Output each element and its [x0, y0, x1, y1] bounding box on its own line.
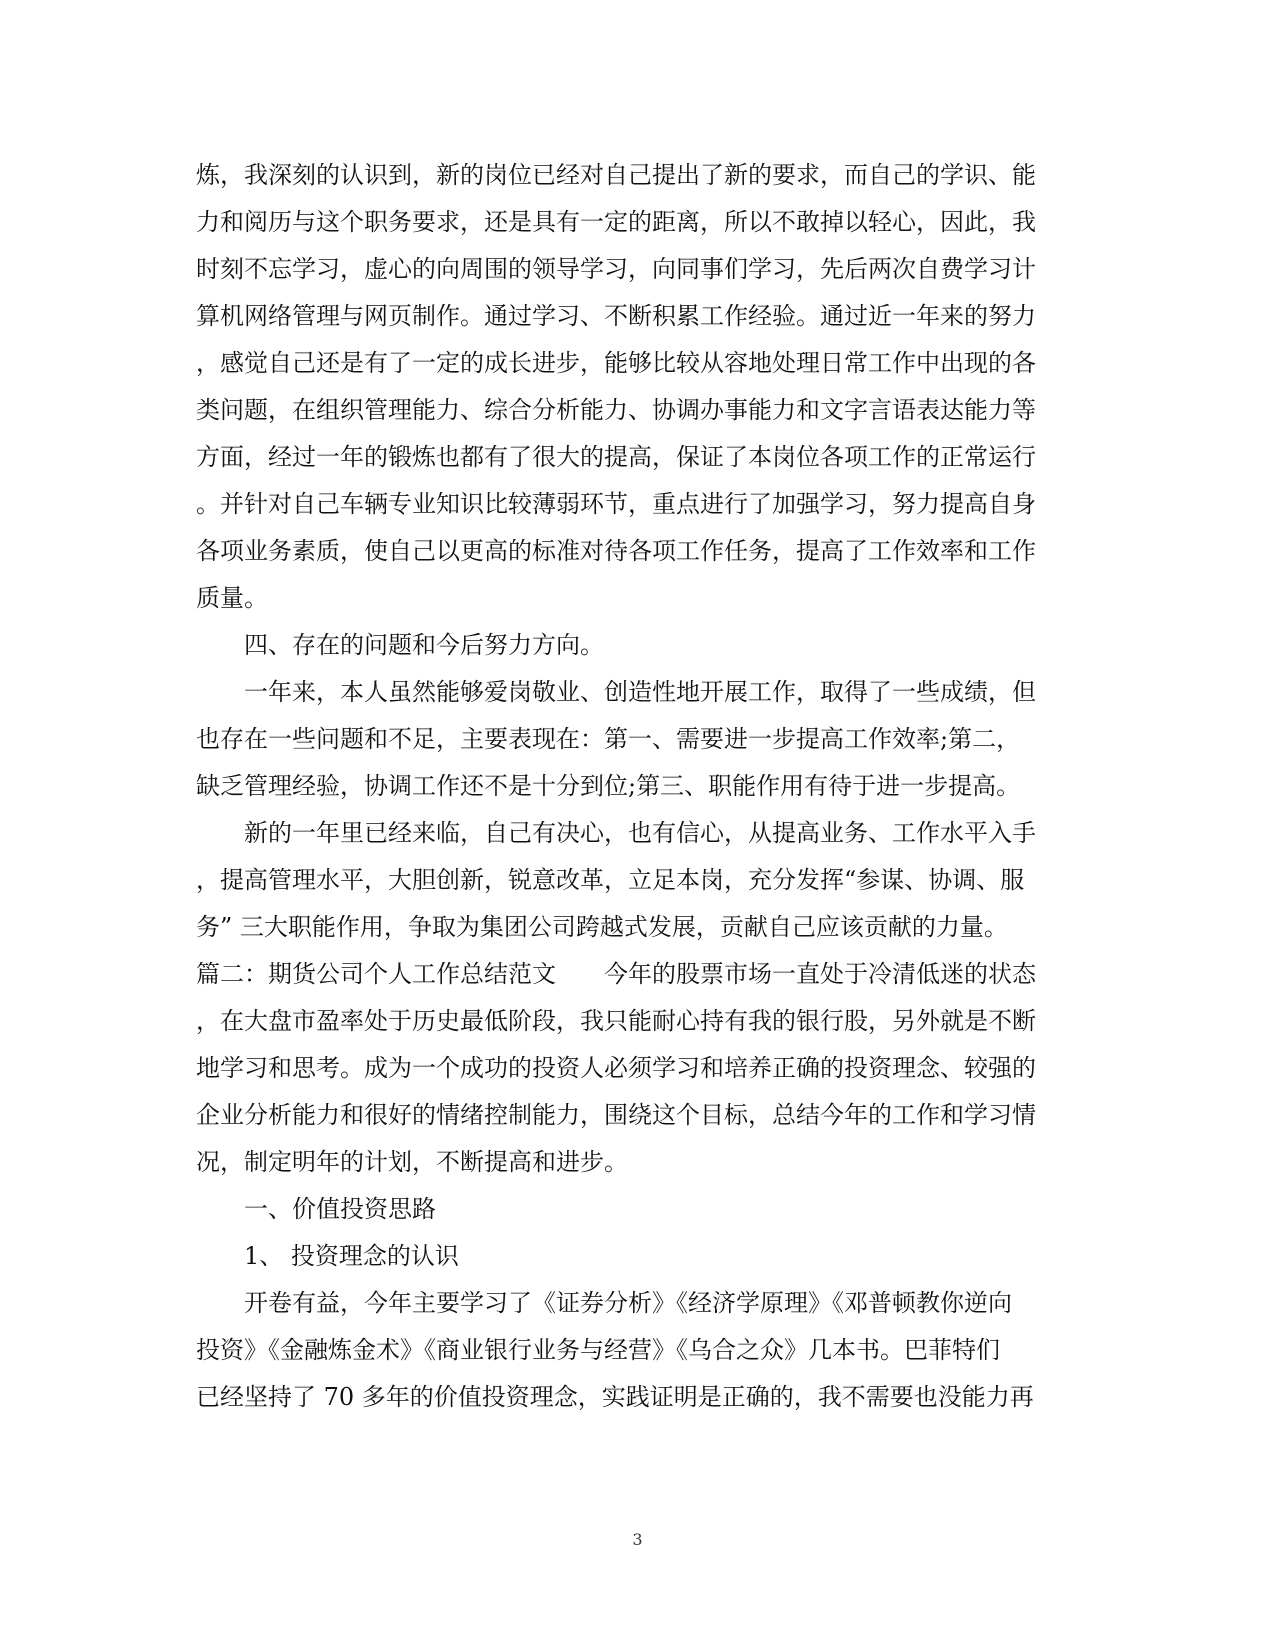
text-line: 方面，经过一年的锻炼也都有了很大的提高，保证了本岗位各项工作的正常运行 [196, 443, 1036, 471]
text-line: 类问题，在组织管理能力、综合分析能力、协调办事能力和文字言语表达能力等 [196, 396, 1036, 424]
text-line: 缺乏管理经验，协调工作还不是十分到位;第三、职能作用有待于进一步提高。 [196, 772, 1021, 800]
text-line: 况，制定明年的计划，不断提高和进步。 [196, 1148, 628, 1176]
text-line: 力和阅历与这个职务要求，还是具有一定的距离，所以不敢掉以轻心，因此，我 [196, 208, 1036, 236]
section-heading: 四、存在的问题和今后努力方向。 [244, 631, 604, 659]
text-line: ，提高管理水平，大胆创新，锐意改革，立足本岗，充分发挥“参谋、协调、服 [196, 866, 1025, 894]
text-line: 开卷有益，今年主要学习了《证券分析》《经济学原理》《邓普顿教你逆向 [244, 1289, 1012, 1317]
text-line: 。并针对自己车辆专业知识比较薄弱环节，重点进行了加强学习，努力提高自身 [196, 490, 1036, 518]
text-line: 已经坚持了 70 多年的价值投资理念，实践证明是正确的，我不需要也没能力再 [196, 1383, 1034, 1411]
text-line: 一年来，本人虽然能够爱岗敬业、创造性地开展工作，取得了一些成绩，但 [244, 678, 1036, 706]
text-line: 算机网络管理与网页制作。通过学习、不断积累工作经验。通过近一年来的努力 [196, 302, 1036, 330]
text-line: 投资》《金融炼金术》《商业银行业务与经营》《乌合之众》几本书。巴菲特们 [196, 1336, 1000, 1364]
page-number: 3 [632, 1530, 643, 1549]
text-line: 也存在一些问题和不足，主要表现在：第一、需要进一步提高工作效率;第二， [196, 725, 1021, 753]
text-line: 炼，我深刻的认识到，新的岗位已经对自己提出了新的要求，而自己的学识、能 [196, 161, 1036, 189]
subsection-heading: 1、 投资理念的认识 [244, 1242, 459, 1270]
text-line: 地学习和思考。成为一个成功的投资人必须学习和培养正确的投资理念、较强的 [196, 1054, 1036, 1082]
text-line: 时刻不忘学习，虚心的向周围的领导学习，向同事们学习，先后两次自费学习计 [196, 255, 1036, 283]
text-line: 各项业务素质，使自己以更高的标准对待各项工作任务，提高了工作效率和工作 [196, 537, 1036, 565]
text-line: ，在大盘市盈率处于历史最低阶段，我只能耐心持有我的银行股，另外就是不断 [196, 1007, 1036, 1035]
text-line: 质量。 [196, 584, 268, 612]
text-line: 新的一年里已经来临，自己有决心，也有信心，从提高业务、工作水平入手 [244, 819, 1036, 847]
text-line: 务” 三大职能作用，争取为集团公司跨越式发展，贡献自己应该贡献的力量。 [196, 913, 1008, 941]
text-line: 篇二：期货公司个人工作总结范文 今年的股票市场一直处于冷清低迷的状态 [196, 960, 1036, 988]
section-heading: 一、价值投资思路 [244, 1195, 436, 1223]
text-line: ，感觉自己还是有了一定的成长进步，能够比较从容地处理日常工作中出现的各 [196, 349, 1036, 377]
text-line: 企业分析能力和很好的情绪控制能力，围绕这个目标，总结今年的工作和学习情 [196, 1101, 1036, 1129]
